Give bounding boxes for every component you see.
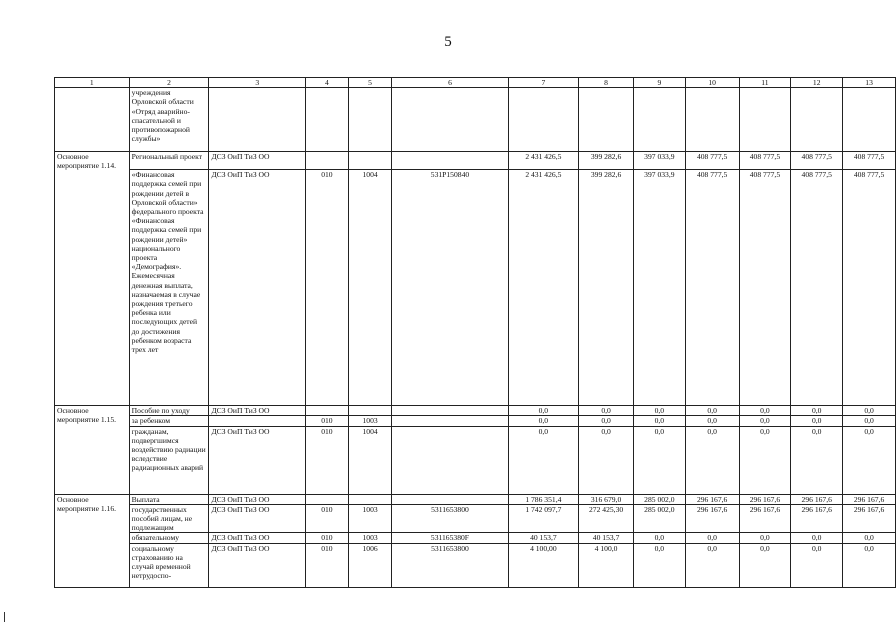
table-row: гражданам, подвергшимся воздействию радиации вследствие радиационных аварий ДСЗ ОиП ТиЗ ОО 010 1004 0,0 0,0 0,0 0,0 0,0 0,0 0,0 — [55, 426, 896, 494]
value-cell: 0,0 — [633, 406, 685, 416]
executor-cell: ДСЗ ОиП ТиЗ ОО — [209, 494, 306, 504]
value-cell: 0,0 — [633, 426, 685, 494]
col-header-2: 2 — [129, 78, 209, 88]
table-row — [55, 88, 896, 152]
col-header-4: 4 — [306, 78, 349, 88]
table-row: «Финансовая поддержка семей при рождении детей в Орловской области» федерального проекта «Финансовая поддержка семей при рождении детей» национального проекта «Демография». Ежемесячная денежная выплата, назначаемая в случае рождения третьего ребенка или последующих детей до достижения ребенком возраста трех лет ДСЗ ОиП ТиЗ ОО 010 1004 531P150840 2 431 426,5 399 282,6 397 033,9 408 777,5 408 777,5 408 777,5 408 777,5 — [55, 170, 896, 406]
value-cell: 408 777,5 — [739, 170, 791, 406]
value-cell: 0,0 — [739, 543, 791, 587]
col-header-8: 8 — [579, 78, 634, 88]
executor-cell: ДСЗ ОиП ТиЗ ОО — [209, 170, 306, 406]
col-header-5: 5 — [348, 78, 392, 88]
activity-label-1-15: Основное мероприятие 1.15. — [55, 406, 130, 494]
value-cell: 0,0 — [579, 426, 634, 494]
value-cell: 0,0 — [791, 406, 843, 416]
executor-cell: ДСЗ ОиП ТиЗ ОО — [209, 152, 306, 170]
value-cell: 2 431 426,5 — [508, 170, 579, 406]
value-cell: 0,0 — [685, 406, 739, 416]
executor-cell: ДСЗ ОиП ТиЗ ОО — [209, 543, 306, 587]
value-cell: 272 425,30 — [579, 504, 634, 533]
col-header-1: 1 — [55, 78, 130, 88]
col-header-12: 12 — [791, 78, 843, 88]
value-cell: 408 777,5 — [685, 170, 739, 406]
description-cell: учреждения Орловской области «Отряд аварийно-спасательной и противопожарной службы» — [129, 88, 209, 152]
budget-table — [54, 77, 896, 588]
value-cell: 0,0 — [508, 426, 579, 494]
value-cell: 285 002,0 — [633, 504, 685, 533]
executor-cell: ДСЗ ОиП ТиЗ ОО — [209, 533, 306, 543]
value-cell: 0,0 — [579, 406, 634, 416]
value-cell: 316 679,0 — [579, 494, 634, 504]
value-cell: 1 786 351,4 — [508, 494, 579, 504]
value-cell: 0,0 — [508, 406, 579, 416]
table-row: социальному страхованию на случай временной нетрудоспо- ДСЗ ОиП ТиЗ ОО 010 1006 5311653800 4 100,00 4 100,0 0,0 0,0 0,0 0,0 0,0 — [55, 543, 896, 587]
description-cell: гражданам, подвергшимся воздействию радиации вследствие радиационных аварий — [129, 426, 209, 494]
col-header-10: 10 — [685, 78, 739, 88]
value-cell: 285 002,0 — [633, 494, 685, 504]
value-cell: 296 167,6 — [843, 504, 896, 533]
value-cell: 408 777,5 — [685, 152, 739, 170]
value-cell: 0,0 — [843, 426, 896, 494]
table-row — [55, 406, 896, 416]
activity-label-1-16: Основное мероприятие 1.16. — [55, 494, 130, 587]
value-cell: 399 282,6 — [579, 152, 634, 170]
col-header-11: 11 — [739, 78, 791, 88]
value-cell: 296 167,6 — [791, 494, 843, 504]
value-cell: 0,0 — [791, 416, 843, 426]
col-header-9: 9 — [633, 78, 685, 88]
value-cell: 408 777,5 — [843, 152, 896, 170]
value-cell: 0,0 — [739, 426, 791, 494]
value-cell: 296 167,6 — [843, 494, 896, 504]
column-number-row — [55, 78, 896, 88]
value-cell: 296 167,6 — [739, 504, 791, 533]
table-row: за ребенком 010 1003 0,0 0,0 0,0 0,0 0,0 0,0 0,0 — [55, 416, 896, 426]
description-cell: социальному страхованию на случай временной нетрудоспо- — [129, 543, 209, 587]
page-number: 5 — [444, 34, 452, 50]
value-cell: 408 777,5 — [739, 152, 791, 170]
table-row: обязательному ДСЗ ОиП ТиЗ ОО 010 1003 531165380F 40 153,7 40 153,7 0,0 0,0 0,0 0,0 0,0 — [55, 533, 896, 543]
executor-cell: ДСЗ ОиП ТиЗ ОО — [209, 504, 306, 533]
value-cell: 408 777,5 — [791, 152, 843, 170]
value-cell: 0,0 — [739, 406, 791, 416]
value-cell: 0,0 — [633, 416, 685, 426]
activity-label-1-14: Основное мероприятие 1.14. — [55, 152, 130, 406]
value-cell: 0,0 — [633, 543, 685, 587]
value-cell: 0,0 — [843, 406, 896, 416]
value-cell: 0,0 — [685, 426, 739, 494]
value-cell: 0,0 — [685, 543, 739, 587]
value-cell: 4 100,00 — [508, 543, 579, 587]
description-cell: Региональный проект — [129, 152, 209, 170]
col-header-13: 13 — [843, 78, 896, 88]
value-cell: 296 167,6 — [739, 494, 791, 504]
description-cell: за ребенком — [129, 416, 209, 426]
value-cell: 2 431 426,5 — [508, 152, 579, 170]
value-cell: 296 167,6 — [791, 504, 843, 533]
value-cell: 0,0 — [843, 533, 896, 543]
description-cell: «Финансовая поддержка семей при рождении детей в Орловской области» федерального проекта «Финансовая поддержка семей при рождении детей» национального проекта «Демография». Ежемесячная денежная выплата, назначаемая в случае рождения третьего ребенка или последующих детей до достижения ребенком возраста трех лет — [129, 170, 209, 406]
value-cell: 408 777,5 — [843, 170, 896, 406]
description-cell: государственных пособий лицам, не подлежащим — [129, 504, 209, 533]
value-cell: 40 153,7 — [579, 533, 634, 543]
value-cell: 408 777,5 — [791, 170, 843, 406]
value-cell: 0,0 — [843, 416, 896, 426]
table-row — [55, 152, 896, 170]
executor-cell — [209, 416, 306, 426]
col-header-7: 7 — [508, 78, 579, 88]
value-cell: 0,0 — [739, 416, 791, 426]
col-header-6: 6 — [392, 78, 508, 88]
executor-cell: ДСЗ ОиП ТиЗ ОО — [209, 426, 306, 494]
value-cell: 0,0 — [579, 416, 634, 426]
value-cell: 0,0 — [791, 533, 843, 543]
description-cell: Выплата — [129, 494, 209, 504]
description-cell: обязательному — [129, 533, 209, 543]
scan-margin-mark — [4, 612, 5, 622]
value-cell: 1 742 097,7 — [508, 504, 579, 533]
value-cell: 0,0 — [791, 426, 843, 494]
value-cell: 296 167,6 — [685, 504, 739, 533]
value-cell: 40 153,7 — [508, 533, 579, 543]
value-cell: 399 282,6 — [579, 170, 634, 406]
value-cell: 397 033,9 — [633, 170, 685, 406]
value-cell: 0,0 — [508, 416, 579, 426]
table-row: государственных пособий лицам, не подлежащим ДСЗ ОиП ТиЗ ОО 010 1003 5311653800 1 742 097,7 272 425,30 285 002,0 296 167,6 296 167,6 296 167,6 296 167,6 — [55, 504, 896, 533]
value-cell: 0,0 — [633, 533, 685, 543]
executor-cell: ДСЗ ОиП ТиЗ ОО — [209, 406, 306, 416]
value-cell: 4 100,0 — [579, 543, 634, 587]
value-cell: 0,0 — [791, 543, 843, 587]
description-cell: Пособие по уходу — [129, 406, 209, 416]
col-header-3: 3 — [209, 78, 306, 88]
value-cell: 0,0 — [685, 416, 739, 426]
value-cell: 0,0 — [739, 533, 791, 543]
value-cell: 0,0 — [843, 543, 896, 587]
value-cell: 0,0 — [685, 533, 739, 543]
value-cell: 397 033,9 — [633, 152, 685, 170]
table-row — [55, 494, 896, 504]
value-cell: 296 167,6 — [685, 494, 739, 504]
